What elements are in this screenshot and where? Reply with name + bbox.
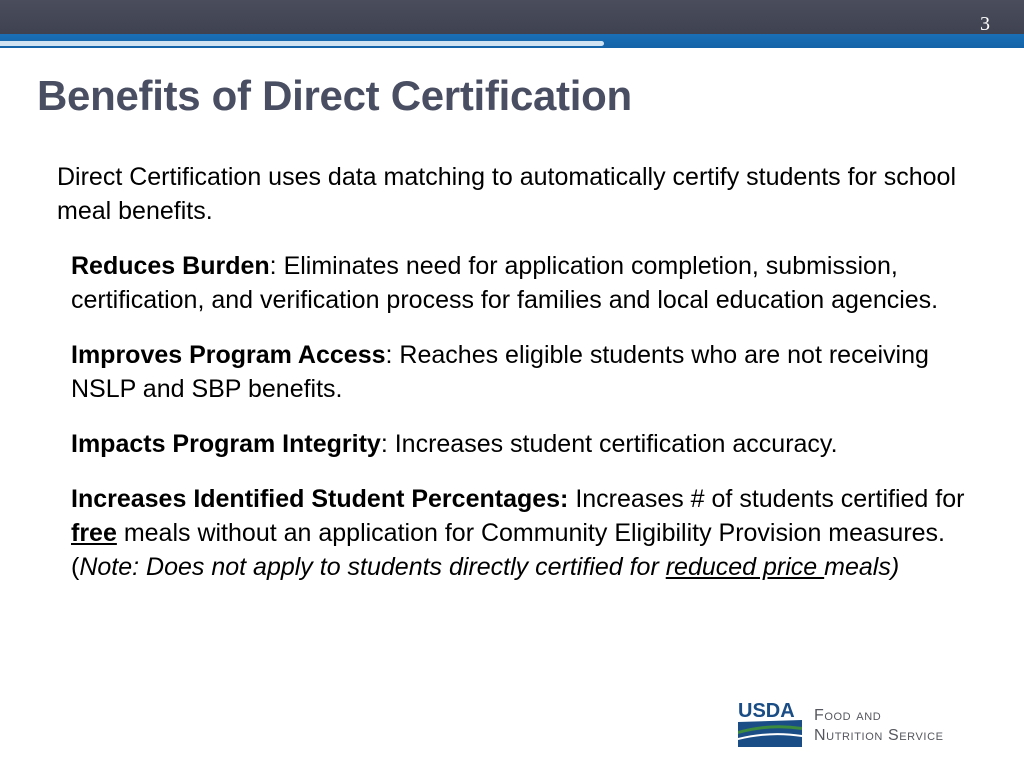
free-emphasis: free bbox=[71, 519, 117, 547]
header-bar bbox=[0, 0, 1024, 34]
benefit-note bbox=[79, 553, 899, 581]
benefit-term: Reduces Burden bbox=[71, 252, 270, 280]
slide-number: 3 bbox=[980, 13, 990, 35]
benefit-separator: : bbox=[385, 341, 400, 369]
benefit-text-continued: meals without an application for Community Eligibility Provision measures. ( bbox=[71, 519, 945, 581]
fns-line-1: Food and bbox=[814, 707, 882, 724]
benefit-separator: : bbox=[380, 430, 395, 458]
note-text-end: meals) bbox=[824, 553, 900, 581]
benefit-text: Increases student certification accuracy. bbox=[394, 430, 838, 458]
benefit-term: Improves Program Access bbox=[71, 341, 386, 369]
usda-field-icon bbox=[738, 720, 802, 747]
fns-line-2: Nutrition Service bbox=[814, 727, 944, 744]
benefit-identified-student-percentages bbox=[71, 482, 991, 584]
usda-acronym: USDA bbox=[738, 700, 795, 722]
benefits-list bbox=[71, 249, 991, 605]
header-stripe-highlight bbox=[0, 41, 604, 46]
benefit-term: Impacts Program Integrity bbox=[71, 430, 381, 458]
benefit-term: Increases Identified Student Percentages: bbox=[71, 485, 569, 513]
reduced-price-underline: reduced price bbox=[665, 553, 825, 581]
benefit-text: Reaches eligible students who are not receiving NSLP and SBP benefits. bbox=[71, 341, 929, 403]
benefit-text: Eliminates need for application completion, submission, certification, and verification process for families and local education agencies. bbox=[71, 252, 939, 314]
note-text: Note: Does not apply to students directly certified for bbox=[79, 553, 666, 581]
slide-title: Benefits of Direct Certification bbox=[37, 72, 632, 119]
usda-fns-logo bbox=[738, 700, 988, 750]
benefit-improves-access bbox=[71, 338, 991, 406]
benefit-separator: : bbox=[269, 252, 284, 280]
benefit-text: Increases # of students certified for bbox=[568, 485, 965, 513]
benefit-impacts-integrity bbox=[71, 427, 991, 461]
intro-paragraph: Direct Certification uses data matching to automatically certify students for school meal benefits. bbox=[57, 163, 957, 225]
benefit-reduces-burden bbox=[71, 249, 991, 317]
